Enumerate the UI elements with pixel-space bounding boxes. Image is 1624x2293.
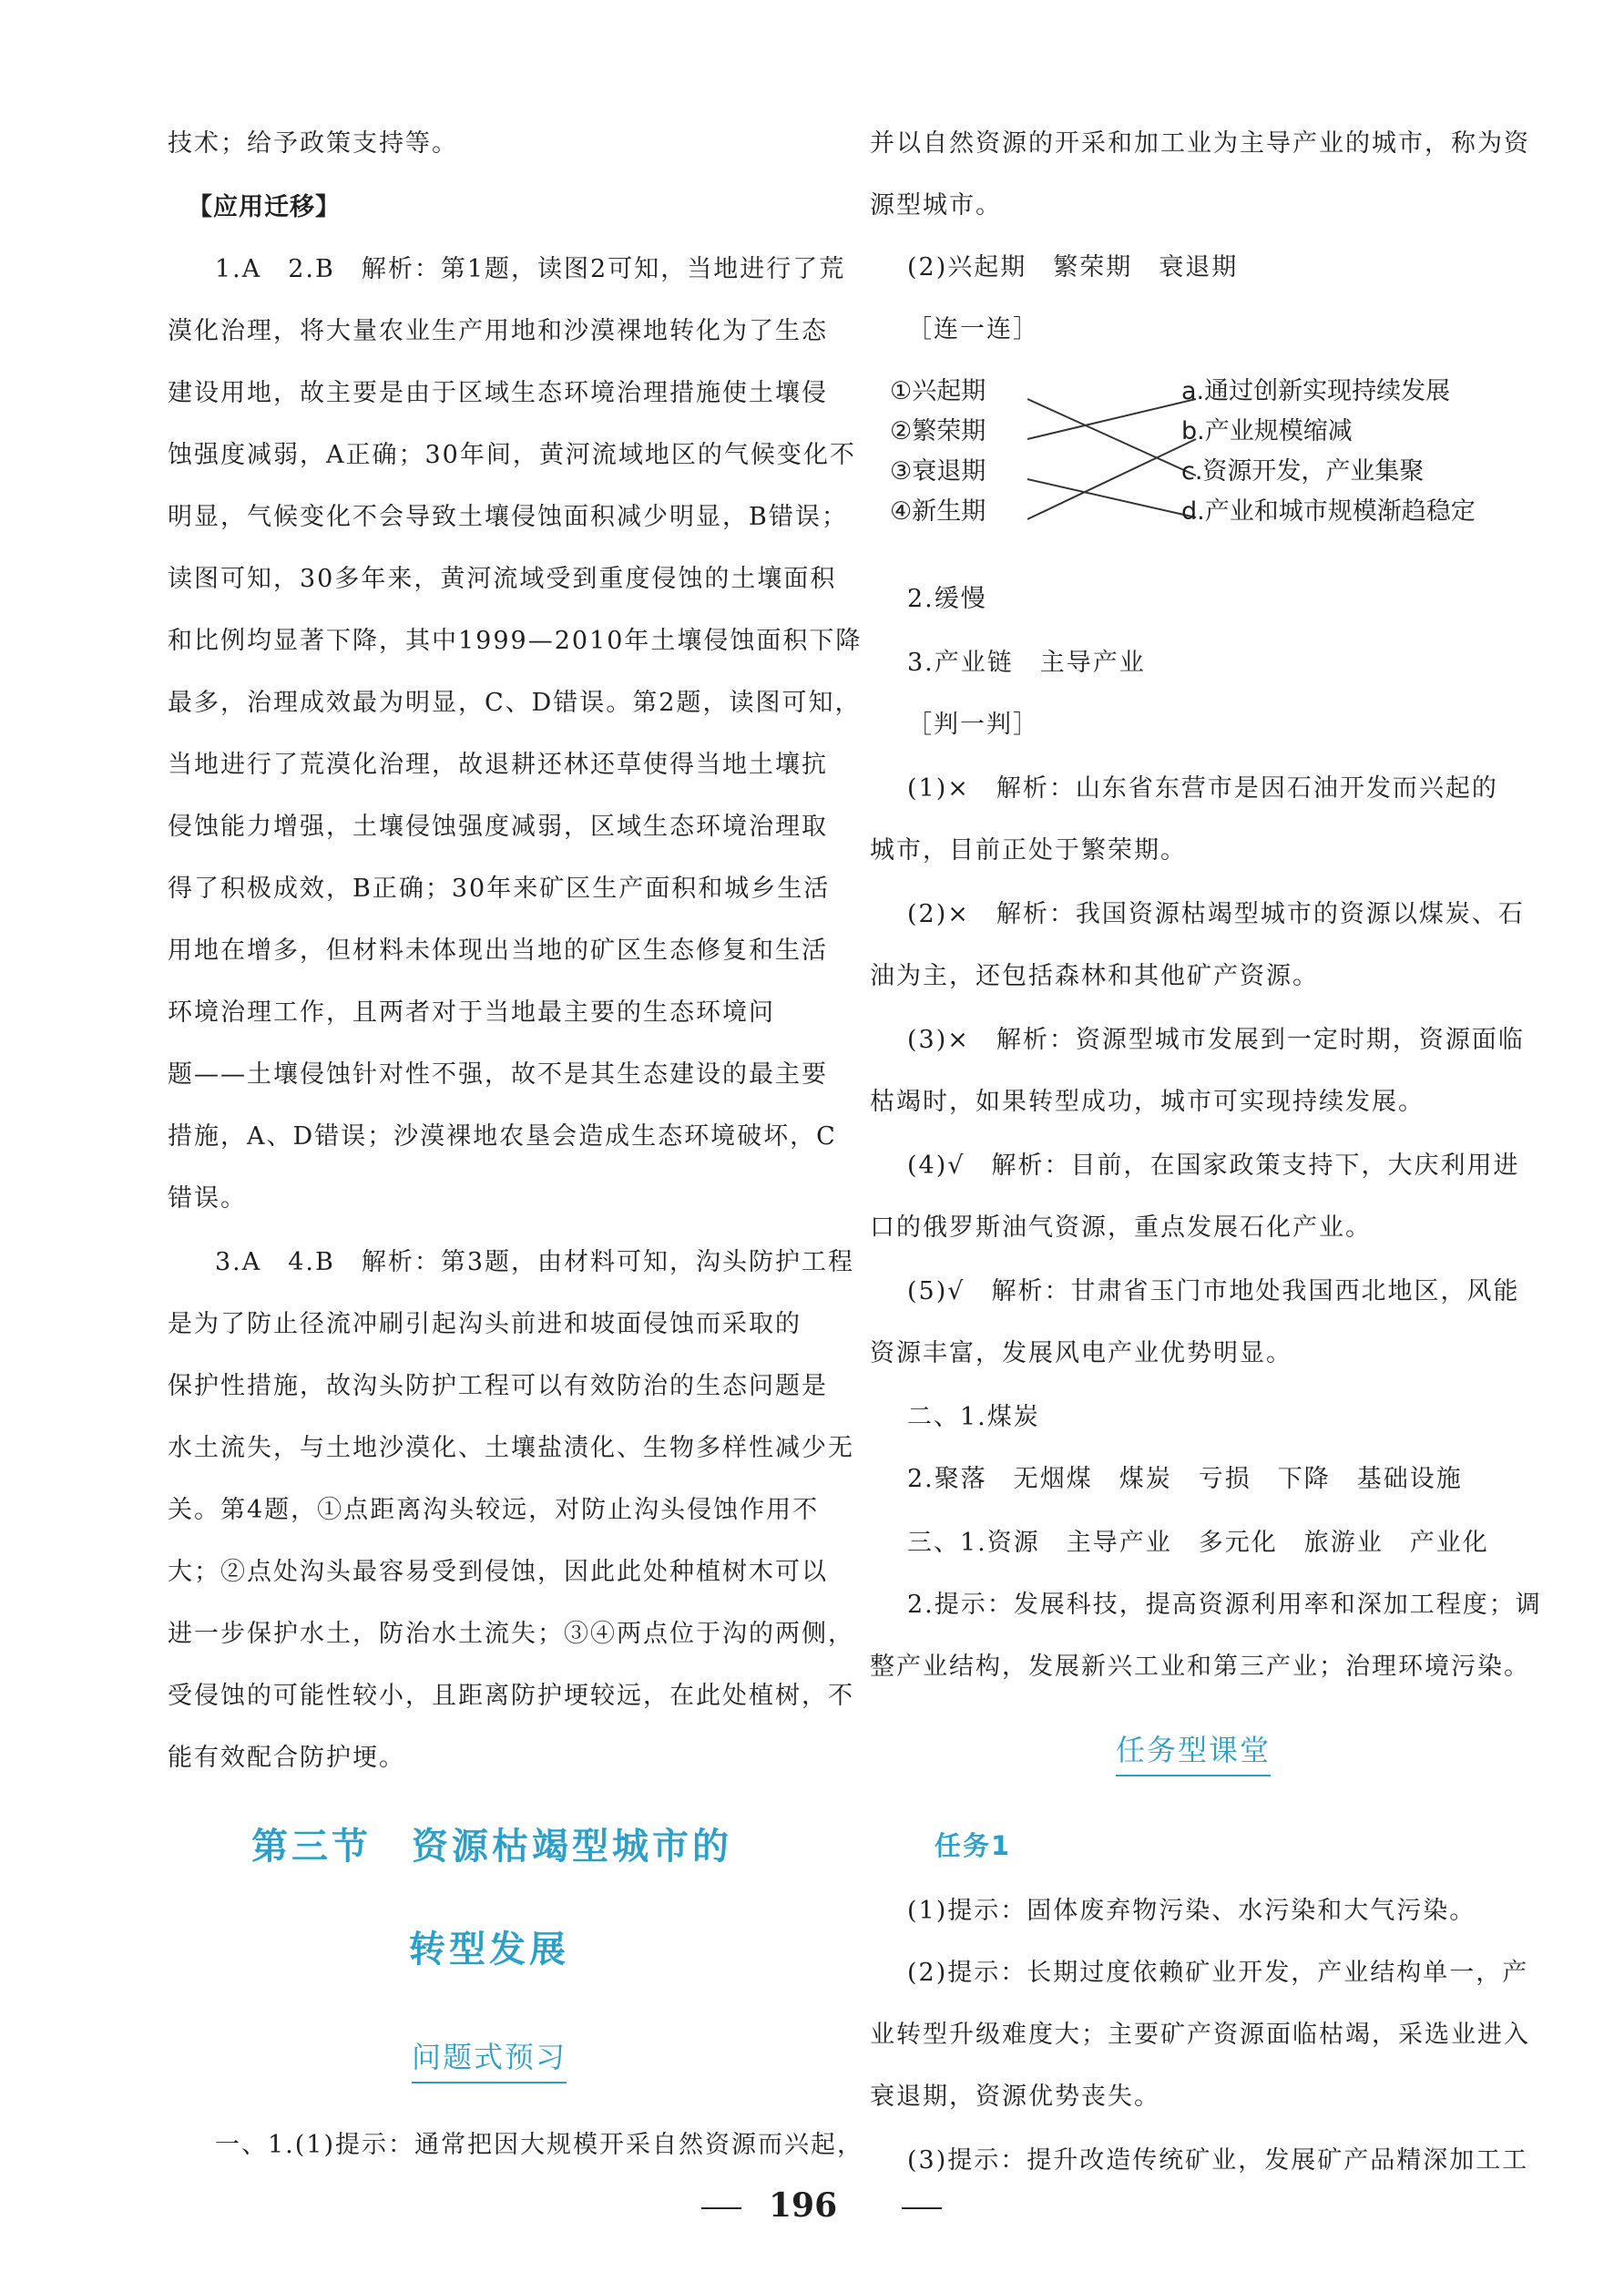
text-line: 能有效配合防护埂。 [168,1744,405,1772]
text-line: 油为主，还包括森林和其他矿产资源。 [870,962,1319,990]
text-line: 【应用迁移】 [188,193,341,221]
text-line: ［连一连］ [907,315,1039,343]
text-line: (1)× 解析：山东省东营市是因石油开发而兴起的 [907,774,1498,803]
text-line: 二、1.煤炭 [907,1403,1040,1431]
text-line: 资源丰富，发展风电产业优势明显。 [870,1339,1292,1367]
text-line: 并以自然资源的开采和加工业为主导产业的城市，称为资 [870,129,1530,158]
text-line: (3)提示：提升改造传统矿业，发展矿产品精深加工工 [907,2146,1529,2175]
text-line: 枯竭时，如果转型成功，城市可实现持续发展。 [870,1088,1425,1116]
text-line: (1)提示：固体废弃物污染、水污染和大气污染。 [907,1897,1476,1925]
text-line: 整产业结构，发展新兴工业和第三产业；治理环境污染。 [870,1653,1530,1681]
text-line: 侵蚀能力增强，土壤侵蚀强度减弱，区域生态环境治理取 [168,813,828,841]
text-line: 2.缓慢 [907,585,987,613]
text-line: 措施，A、D错误；沙漠裸地农垦会造成生态环境破坏，C [168,1122,837,1151]
match-left-item: ③衰退期 [890,457,986,486]
task-heading: 任务1 [935,1830,1012,1861]
text-line: 和比例均显著下降，其中1999—2010年土壤侵蚀面积下降 [168,627,863,655]
text-line: 衰退期，资源优势丧失。 [870,2083,1160,2111]
text-line: 进一步保护水土，防治水土流失；③④两点位于沟的两侧， [168,1620,854,1648]
text-line: 三、1.资源 主导产业 多元化 旅游业 产业化 [907,1529,1489,1557]
match-right-item: c.资源开发，产业集聚 [1181,457,1425,486]
text-line: 大；②点处沟头最容易受到侵蚀，因此此处种植树木可以 [168,1558,828,1586]
text-line: 是为了防止径流冲刷引起沟头前进和坡面侵蚀而采取的 [168,1310,802,1338]
text-line: 业转型升级难度大；主要矿产资源面临枯竭，采选业进入 [870,2021,1530,2049]
text-line: 3.产业链 主导产业 [907,649,1146,677]
text-line: (4)√ 解析：目前，在国家政策支持下，大庆利用进 [907,1152,1520,1180]
subsection-heading: 任务型课堂 [1116,1727,1271,1769]
page-number-dash-left [701,2207,741,2209]
match-right-item: b.产业规模缩减 [1181,417,1353,445]
text-line: 蚀强度减弱，A正确；30年间，黄河流域地区的气候变化不 [168,441,856,469]
section-title: 转型发展 [409,1928,569,1971]
text-line: 2.提示：发展科技，提高资源利用率和深加工程度；调 [907,1591,1542,1619]
text-line: 当地进行了荒漠化治理，故退耕还林还草使得当地土壤抗 [168,751,828,779]
text-line: 受侵蚀的可能性较小，且距离防护埂较远，在此处植树，不 [168,1682,854,1710]
text-line: 城市，目前正处于繁荣期。 [870,836,1187,865]
text-line: (2)兴起期 繁荣期 衰退期 [907,253,1239,282]
text-line: (5)√ 解析：甘肃省玉门市地处我国西北地区，风能 [907,1277,1520,1305]
text-line: (2)提示：长期过度依赖矿业开发，产业结构单一，产 [907,1959,1529,1987]
text-line: (2)× 解析：我国资源枯竭型城市的资源以煤炭、石 [907,900,1525,928]
text-line: 源型城市。 [870,191,1002,220]
text-line: 读图可知，30多年来，黄河流域受到重度侵蚀的土壤面积 [168,565,837,593]
text-line: 漠化治理，将大量农业生产用地和沙漠裸地转化为了生态 [168,317,828,345]
text-line: 建设用地，故主要是由于区域生态环境治理措施使土壤侵 [168,379,828,407]
text-line: 水土流失，与土地沙漠化、土壤盐渍化、生物多样性减少无 [168,1434,854,1462]
text-line: 明显，气候变化不会导致土壤侵蚀面积减少明显，B错误； [168,503,848,531]
match-right-item: d.产业和城市规模渐趋稳定 [1181,497,1476,526]
text-line: 一、1.(1)提示：通常把因大规模开采自然资源而兴起， [215,2131,864,2159]
text-line: 口的俄罗斯油气资源，重点发展石化产业。 [870,1213,1372,1242]
text-line: ［判一判］ [907,711,1039,739]
match-left-item: ②繁荣期 [890,417,986,445]
text-line: 用地在增多，但材料未体现出当地的矿区生态修复和生活 [168,937,828,965]
match-left-item: ④新生期 [890,497,986,526]
subsection-heading: 问题式预习 [412,2034,567,2076]
text-line: 2.聚落 无烟煤 煤炭 亏损 下降 基础设施 [907,1465,1463,1493]
page-number: 196 [769,2186,838,2225]
text-line: 题——土壤侵蚀针对性不强，故不是其生态建设的最主要 [168,1060,828,1089]
text-line: (3)× 解析：资源型城市发展到一定时期，资源面临 [907,1026,1525,1054]
section-title: 第三节 资源枯竭型城市的 [251,1825,732,1868]
text-line: 1.A 2.B 解析：第1题，读图2可知，当地进行了荒 [215,255,846,283]
text-line: 得了积极成效，B正确；30年来矿区生产面积和城乡生活 [168,875,831,903]
text-line: 最多，治理成效最为明显，C、D错误。第2题，读图可知， [168,689,862,717]
text-line: 技术；给予政策支持等。 [168,129,458,158]
text-line: 环境治理工作，且两者对于当地最主要的生态环境问 [168,998,775,1027]
text-line: 关。第4题，①点距离沟头较远，对防止沟头侵蚀作用不 [168,1496,820,1524]
match-left-item: ①兴起期 [890,377,986,405]
text-line: 保护性措施，故沟头防护工程可以有效防治的生态问题是 [168,1372,828,1400]
text-line: 错误。 [168,1184,247,1213]
match-right-item: a.通过创新实现持续发展 [1181,377,1451,405]
page-number-dash-right [902,2207,942,2209]
text-line: 3.A 4.B 解析：第3题，由材料可知，沟头防护工程 [215,1248,855,1276]
